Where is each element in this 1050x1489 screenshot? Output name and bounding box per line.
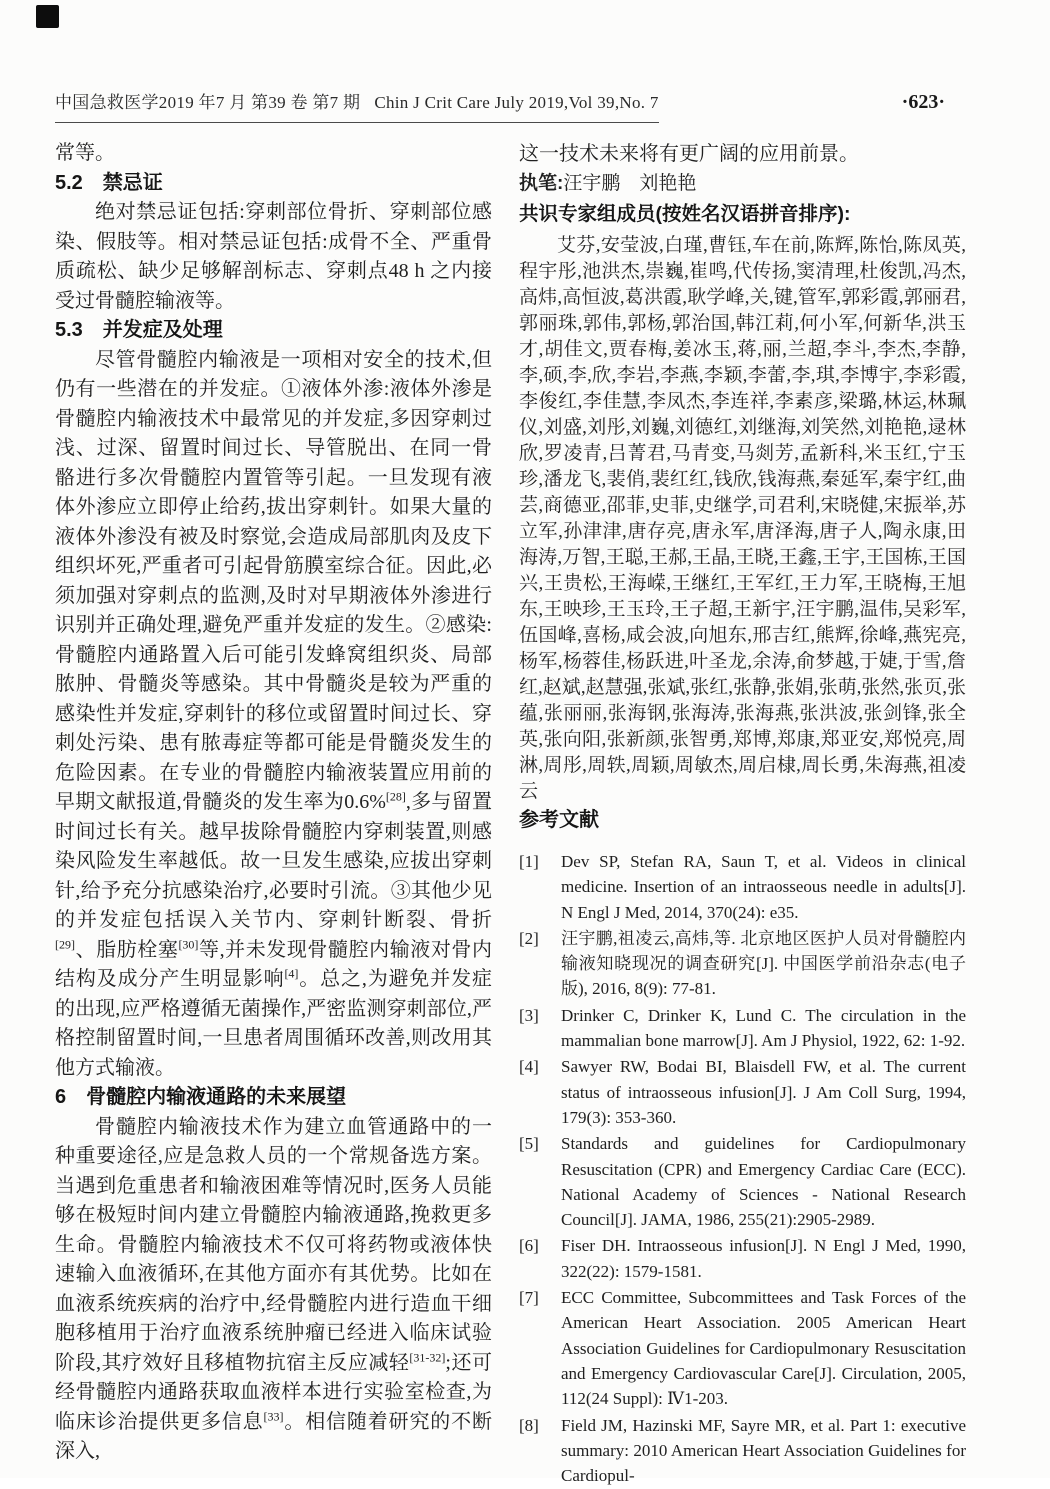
reference-number: [6] xyxy=(519,1236,539,1256)
citation-superscript: [33] xyxy=(263,1408,284,1423)
left-column xyxy=(55,139,492,1467)
section-heading-6: 6 骨髓腔内输液通路的未来展望 xyxy=(55,1086,347,1108)
section-heading-5-2: 5.2 禁忌证 xyxy=(55,171,163,194)
page-header xyxy=(55,88,945,123)
reference-number: [1] xyxy=(519,852,539,871)
reference-number: [7] xyxy=(519,1288,539,1308)
reference-number: [8] xyxy=(519,1415,539,1435)
section-heading-5-3: 5.3 并发症及处理 xyxy=(55,319,223,341)
byline xyxy=(519,169,966,199)
continuation-text: 这一技术未来将有更广阔的应用前景。 xyxy=(519,143,859,165)
body-paragraph: 尽管骨髓腔内输液是一项相对安全的技术,但仍有一些潜在的并发症。①液体外渗:液体外渗是骨髓腔内输液技术中最常见的并发症,多因穿刺过浅、过深、留置时间过长、导管脱出、在同一骨骼进行多次骨髓腔内置管等引起。一旦发现有液体外渗应立即停止给药,拔出穿刺针。如果大量的液体外渗没有被及时察觉,会造成局部肌肉及皮下组织坏死,严重者可引起骨筋膜室综合征。因此,必须加强对穿刺点的监测,及时对早期液体外渗进行识别并正确处理,避免严重并发症的发生。②感染:骨髓腔内通路置入后可能引发蜂窝组织炎、局部脓肿、骨髓炎等感染。其中骨髓炎是较为严重的感染性并发症,穿刺针的移位或留置时间过长、穿刺处污染、患有脓毒症等都可能是骨髓炎发生的危险因素。在专业的骨髓腔内输液装置应用前的早期文献报道,骨髓炎的发生率为0.6%[28],多与留置时间过长有关。越早拔除骨髓腔内穿刺装置,则感染风险发生率越低。故一旦发生感染,应拔出穿刺针,给予充分抗感染治疗,必要时引流。③其他少见的并发症包括误入关节内、穿刺针断裂、骨折[29]、脂肪栓塞[30]等,并未发现骨髓腔内输液对骨内结构及成分产生明显影响[4]。总之,为避免并发症的出现,应严格遵循无菌操作,严密监测穿刺部位,严格控制留置时间,一旦患者周围循环改善,则改用其他方式输液。 xyxy=(55,348,493,1079)
reference-number: [4] xyxy=(519,1057,539,1077)
citation-superscript: [30] xyxy=(178,936,199,951)
reference-item xyxy=(519,1285,966,1411)
journal-title-en: Chin J Crit Care July 2019,Vol 39,No. 7 xyxy=(374,93,659,112)
citation-superscript: [4] xyxy=(284,966,299,981)
continuation-text: 常等。 xyxy=(55,142,115,164)
reference-text: Field JM, Hazinski MF, Sayre MR, et al. Part 1: executive summary: 2010 American Heart Association Guidelines for Cardiopul- xyxy=(561,1415,966,1486)
reference-text: Drinker C, Drinker K, Lund C. The circulation in the mammalian bone marrow[J]. Am J Physiol, 1922, 62: 1-92. xyxy=(561,1005,966,1051)
reference-item xyxy=(519,926,966,1002)
reference-item xyxy=(519,849,966,925)
references-title: 参考文献 xyxy=(519,809,599,831)
reference-item xyxy=(519,1131,966,1232)
citation-superscript: [31-32] xyxy=(409,1349,446,1364)
reference-item xyxy=(519,1413,966,1489)
reference-number: [3] xyxy=(519,1005,539,1025)
reference-item xyxy=(519,1054,966,1130)
references-list xyxy=(519,849,966,1488)
citation-superscript: [28] xyxy=(385,789,406,804)
reference-text: Dev SP, Stefan RA, Saun T, et al. Videos in clinical medicine. Insertion of an intraosseous needle in adults[J]. N Engl J Med, 2014, 370(24): e35. xyxy=(561,852,966,922)
byline-label: 执笔: xyxy=(519,173,564,194)
journal-header-line xyxy=(55,88,659,123)
reference-text: Fiser DH. Intraosseous infusion[J]. N Engl J Med, 1990, 322(22): 1579-1581. xyxy=(561,1236,966,1281)
reference-number: [2] xyxy=(519,928,539,948)
body-paragraph: 绝对禁忌证包括:穿刺部位骨折、穿刺部位感染、假肢等。相对禁忌证包括:成骨不全、严重骨质疏松、缺少足够解剖标志、穿刺点48 h 之内接受过骨髓腔输液等。 xyxy=(55,201,492,312)
experts-names: 艾芬,安莹波,白瑾,曹钰,车在前,陈辉,陈怡,陈凤英,程宇彤,池洪杰,崇巍,崔鸣,代传扬,窦清理,杜俊凯,冯杰,高炜,高恒波,葛洪霞,耿学峰,关,键,管军,郭彩霞,郭丽君,郭丽珠,郭伟,郭杨,郭治国,韩江莉,何小军,何新华,洪玉才,胡佳文,贾春梅,姜冰玉,蒋,丽,兰超,李斗,李杰,李静,李,硕,李,欣,李岩,李燕,李颖,李蕾,李,琪,李博宇,李彩霞,李俊红,李佳慧,李凤杰,李连祥,李素彦,梁璐,林运,林珮仪,刘盛,刘彤,刘巍,刘德红,刘继海,刘笑然,刘艳艳,逯林欣,罗凌青,吕菁君,马青变,马剡芳,孟新科,米玉红,宁玉珍,潘龙飞,裴俏,裴红红,钱欣,钱海燕,秦延军,秦宇红,曲芸,商德亚,邵菲,史菲,史继学,司君利,宋晓健,宋振举,苏立军,孙津津,唐存亮,唐永军,唐泽海,唐子人,陶永康,田海涛,万智,王聪,王郝,王晶,王晓,王鑫,王宇,王国栋,王国兴,王贵松,王海嵘,王继红,王军红,王力军,王晓梅,王旭东,王映珍,王玉玲,王子超,王新宇,汪宇鹏,温伟,吴彩军,伍国峰,喜杨,咸会波,向旭东,邢吉红,熊辉,徐峰,燕宪亮,杨军,杨蓉佳,杨跃进,叶圣龙,余涛,俞梦越,于婕,于雪,詹红,赵斌,赵慧强,张斌,张红,张静,张娟,张萌,张然,张页,张蕴,张丽丽,张海钢,张海涛,张海燕,张洪波,张剑锋,张全英,张向阳,张新颜,张智勇,郑博,郑康,郑亚安,郑悦亮,周淋,周彤,周轶,周颖,周敏杰,周启棣,周长勇,朱海燕,祖凌云 xyxy=(519,235,966,802)
body-paragraph: 骨髓腔内输液技术作为建立血管通路中的一种重要途径,应是急救人员的一个常规备选方案。当遇到危重患者和输液困难等情况时,医务人员能够在极短时间内建立骨髓腔内输液通路,挽救更多生命。骨髓腔内输液技术不仅可将药物或液体快速输入血液循环,在其他方面亦有其优势。比如在血液系统疾病的治疗中,经骨髓腔内进行造血干细胞移植用于治疗血液系统肿瘤已经进入临床试验阶段,其疗效好且移植物抗宿主反应减轻[31-32];还可经骨髓腔内通路获取血液样本进行实验室检查,为临床诊治提供更多信息[33]。相信随着研究的不断深入, xyxy=(55,1115,493,1462)
page-number: ·623· xyxy=(901,91,945,113)
right-column xyxy=(519,139,966,1489)
reference-text: ECC Committee, Subcommittees and Task Forces of the American Heart Association. 2005 American Heart Association Guidelines for Cardiopulmonary Resuscitation and Emergency Cardiovascular Care[J]. Circulation, 2005, 112(24 Suppl): Ⅳ1-203. xyxy=(561,1288,966,1409)
byline-names: 汪宇鹏 刘艳艳 xyxy=(563,173,697,194)
citation-superscript: [29] xyxy=(55,936,75,951)
reference-text: Sawyer RW, Bodai BI, Blaisdell FW, et al. The current status of intraosseous infusion[J]. J Am Coll Surg, 1994, 179(3): 353-360. xyxy=(561,1057,966,1127)
experts-group-title: 共识专家组成员(按姓名汉语拼音排序): xyxy=(519,203,851,225)
scan-corner-mark xyxy=(36,5,59,28)
reference-item xyxy=(519,1233,966,1284)
reference-text: Standards and guidelines for Cardiopulmonary Resuscitation (CPR) and Emergency Cardiac Care (ECC). National Academy of Sciences - National Research Council[J]. JAMA, 1986, 255(21):2905-2989. xyxy=(561,1134,966,1230)
journal-title-cn: 中国急救医学2019 年7 月 第39 卷 第7 期 xyxy=(55,93,361,112)
reference-text: 汪宇鹏,祖凌云,高炜,等. 北京地区医护人员对骨髓腔内输液知晓现况的调查研究[J]. 中国医学前沿杂志(电子版), 2016, 8(9): 77-81. xyxy=(561,928,966,999)
reference-number: [5] xyxy=(519,1134,539,1154)
reference-item xyxy=(519,1003,966,1054)
